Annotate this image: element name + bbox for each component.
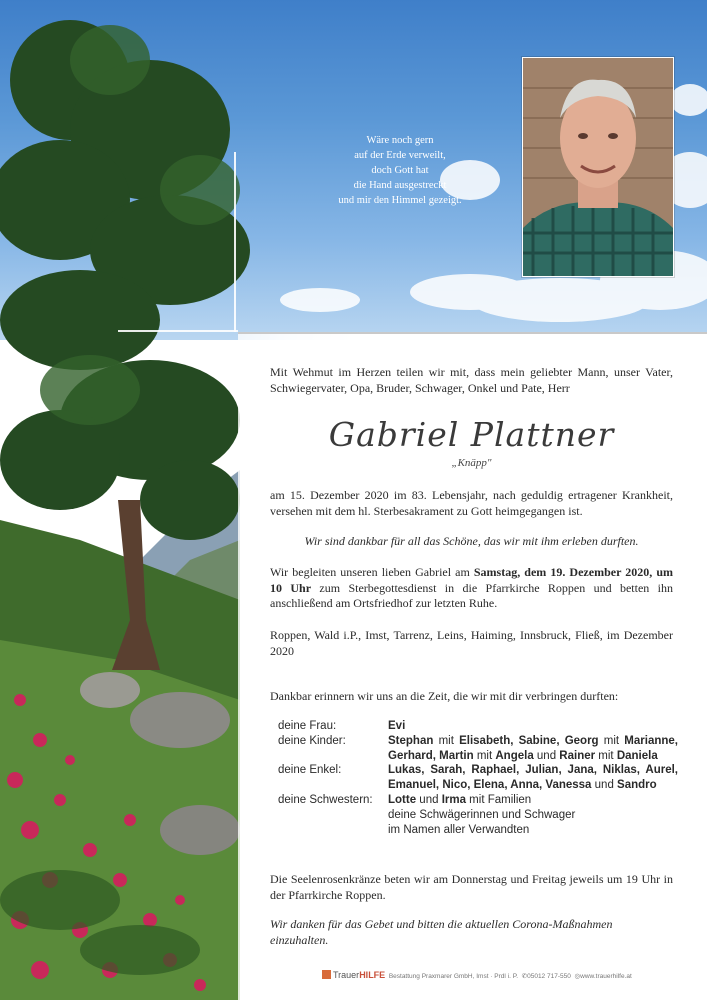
funeral-part2: zum Sterbegottesdienst in die Pfarrkirche Roppen und betten ihn anschließend am Ortsfriedhof zur letzten Ruhe. bbox=[270, 580, 674, 610]
poem-line: auf der Erde verweilt, bbox=[354, 150, 446, 161]
grandchildren-list: Lukas, Sarah, Raphael, Julian, Jana, Niklas, Aurel, Emanuel, Nico, Elena, Anna, Vanessa bbox=[388, 764, 678, 792]
relatives: im Namen aller Verwandten bbox=[388, 823, 530, 836]
family-row-relatives bbox=[278, 823, 678, 838]
child-connector: mit bbox=[433, 734, 460, 747]
child-name: Daniela bbox=[616, 749, 658, 762]
divider-line bbox=[238, 332, 707, 334]
family-row-grandchildren bbox=[278, 763, 678, 793]
child-name: Stephan bbox=[388, 734, 434, 747]
sisters-rest: mit Familien bbox=[465, 793, 532, 806]
footer-web: www.trauerhilfe.at bbox=[580, 973, 632, 980]
deceased-name: Gabriel Plattner bbox=[328, 415, 615, 454]
footer bbox=[322, 970, 707, 980]
sister-1: Lotte bbox=[388, 793, 417, 806]
cross-vertical bbox=[234, 152, 236, 332]
wife-label: deine Frau: bbox=[278, 720, 337, 732]
grandchildren-label: deine Enkel: bbox=[278, 764, 342, 777]
gratitude-text: Wir sind dankbar für all das Schöne, das wir mit ihm erleben durften. bbox=[304, 534, 639, 548]
globe-icon: ◎ bbox=[574, 973, 581, 980]
death-text: am 15. Dezember 2020 im 83. Lebensjahr, nach geduldig ertragener Krankheit, versehen mit dem hl. Sterbesakrament zu Gott heimgegangen ist. bbox=[270, 488, 673, 518]
child-connector: mit bbox=[473, 749, 496, 762]
sisters-and: und bbox=[416, 793, 442, 806]
intro-text: Mit Wehmut im Herzen teilen wir mit, dass mein geliebter Mann, unser Vater, Schwiegervater, Opa, Bruder, Schwager, Onkel und Pate, Herr bbox=[270, 365, 673, 395]
poem-line: die Hand ausgestreckt bbox=[353, 180, 447, 191]
footer-phone: 05012 717-550 bbox=[527, 973, 571, 980]
family-row-inlaws bbox=[278, 808, 678, 823]
child-name: Marianne, Gerhard, Martin bbox=[388, 734, 678, 762]
trauerhilfe-logo-icon bbox=[322, 970, 331, 979]
child-connector: und bbox=[533, 749, 560, 762]
children-names bbox=[388, 734, 678, 764]
cross-horizontal bbox=[118, 330, 238, 332]
funeral-part1: Wir begleiten unseren lieben Gabriel am bbox=[270, 565, 474, 579]
family-row-sisters bbox=[278, 793, 678, 808]
footer-company: Bestattung Praxmarer GmbH, Imst · Prdl i. P. bbox=[388, 973, 519, 980]
in-laws: deine Schwägerinnen und Schwager bbox=[388, 808, 576, 821]
sisters-names bbox=[388, 793, 678, 808]
child-name: Angela bbox=[495, 749, 534, 762]
grandchildren-last: Sandro bbox=[617, 779, 657, 792]
wife-name-text: Evi bbox=[388, 720, 406, 732]
children-label: deine Kinder: bbox=[278, 734, 346, 747]
covid-text: Wir danken für das Gebet und bitten die aktuellen Corona-Maßnahmen einzuhalten. bbox=[270, 917, 613, 947]
child-connector: mit bbox=[598, 734, 625, 747]
places-text: Roppen, Wald i.P., Imst, Tarrenz, Leins, Haiming, Innsbruck, Fließ, im Dezember 2020 bbox=[270, 628, 673, 658]
grandchildren-and: und bbox=[591, 779, 618, 792]
portrait-photo bbox=[522, 57, 674, 277]
deceased-nickname: „Knäpp" bbox=[451, 457, 492, 469]
family-row-wife bbox=[278, 719, 678, 734]
portrait-image bbox=[523, 58, 673, 276]
child-name: Rainer bbox=[559, 749, 596, 762]
poem-line: doch Gott hat bbox=[371, 165, 429, 176]
phone-icon: ✆ bbox=[521, 973, 528, 980]
remember-text: Dankbar erinnern wir uns an die Zeit, die wir mit dir verbringen durften: bbox=[270, 689, 619, 703]
sister-2: Irma bbox=[441, 793, 466, 806]
funeral-date: Samstag, dem 19. Dezember 2020, um 10 Uhr bbox=[270, 565, 673, 595]
grandchildren-names bbox=[388, 763, 678, 793]
family-table bbox=[278, 719, 678, 837]
rosary-text: Die Seelenrosenkränze beten wir am Donnerstag und Freitag jeweils um 19 Uhr in der Pfarrkirche Roppen. bbox=[270, 872, 673, 902]
brand-trauer: Trauer bbox=[333, 970, 360, 980]
poem-line: und mir den Himmel gezeigt. bbox=[338, 195, 462, 206]
child-name: Elisabeth, Sabine, Georg bbox=[459, 734, 599, 747]
family-row-children bbox=[278, 734, 678, 764]
sisters-label: deine Schwestern: bbox=[278, 793, 373, 806]
wife-name bbox=[388, 719, 678, 734]
child-connector: mit bbox=[595, 749, 617, 762]
brand-hilfe: HILFE bbox=[359, 970, 386, 980]
funeral-text bbox=[270, 565, 673, 612]
poem-line: Wäre noch gern bbox=[366, 135, 434, 146]
poem bbox=[300, 133, 500, 208]
